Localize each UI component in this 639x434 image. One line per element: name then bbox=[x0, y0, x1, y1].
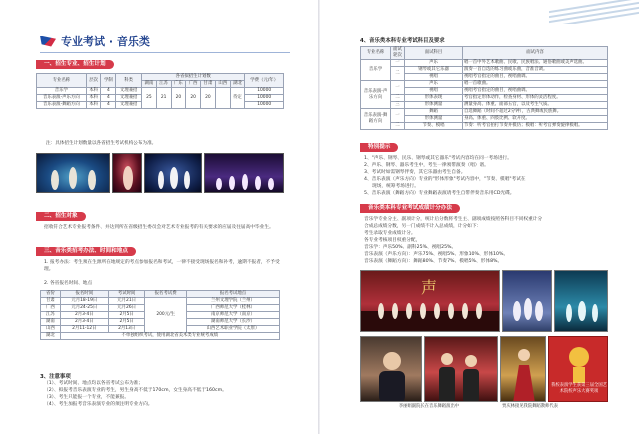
section-scoring-header: 音乐类本科专业考试成绩计分办法 bbox=[360, 204, 460, 213]
dance-photo bbox=[204, 153, 284, 193]
schedule-table bbox=[40, 290, 280, 340]
photo-caption: 贾庆林接见我院舞蹈教师代表 bbox=[502, 404, 558, 409]
schedule-cell: 广西 bbox=[41, 305, 61, 312]
schedule-cell: 2月3-4日 bbox=[60, 312, 108, 319]
table-row bbox=[41, 298, 280, 305]
subjects-cell: 测量身高、体重、面部五官，以及考生气质。 bbox=[463, 102, 608, 109]
plan-group-header: 各省拟招生计划数 bbox=[142, 74, 245, 81]
table-row bbox=[361, 109, 608, 116]
plan-cell: 音乐表演-舞蹈方向 bbox=[37, 102, 87, 109]
schedule-cell: 广西师范大学（桂林） bbox=[186, 305, 279, 312]
subjects-cell: 形体表现 bbox=[405, 95, 463, 102]
plan-cell: 10000 bbox=[245, 95, 284, 102]
plan-cell: 21 bbox=[156, 88, 171, 109]
subjects-title: 4、音乐类本科专业考试科目及要求 bbox=[360, 38, 445, 44]
people-icon bbox=[425, 337, 498, 402]
stage-photo bbox=[360, 270, 500, 332]
plan-cell: 4 bbox=[101, 88, 116, 95]
plan-cell: 本科 bbox=[86, 102, 101, 109]
subjects-cell: 钢琴或其它乐器 bbox=[405, 67, 463, 74]
person-icon bbox=[361, 337, 422, 402]
tip-item: 5、音乐表演（舞蹈方向）专业舞蹈表演请考生自带伴奏音乐用CD光碟。 bbox=[364, 191, 515, 196]
plan-cell: 文理兼招 bbox=[116, 102, 142, 109]
plan-cell: 音乐学 bbox=[37, 88, 87, 95]
table-row bbox=[41, 333, 280, 340]
table-row bbox=[361, 60, 608, 67]
subjects-cell: 视唱 bbox=[405, 74, 463, 81]
scoring-item: 音乐表演（声乐方向）：声乐75%、视唱5%、形象10%、形体10%。 bbox=[364, 252, 509, 257]
corner-decoration bbox=[549, 0, 639, 24]
plan-cell: 20 bbox=[201, 88, 216, 109]
plan-cell: 4 bbox=[101, 102, 116, 109]
table-row bbox=[361, 95, 608, 102]
plan-table bbox=[36, 73, 284, 109]
schedule-cell: 湖南师范大学（长沙） bbox=[186, 319, 279, 326]
plan-header-cell: 层次 bbox=[86, 74, 101, 88]
subjects-header-cell: 面试内容 bbox=[463, 47, 608, 60]
subjects-cell: 二 bbox=[391, 123, 405, 130]
schedule-header-cell: 报名考试地点 bbox=[186, 291, 279, 298]
section-target-header: 二、招生对象 bbox=[36, 212, 86, 221]
notice-title: 3、注意事项 bbox=[40, 374, 71, 380]
schedule-cell: 山西 bbox=[41, 326, 61, 333]
performers-icon bbox=[361, 271, 500, 332]
scoring-item: 音乐表演（舞蹈方向）：舞蹈80%、节奏7%、模唱5%、形体8%。 bbox=[364, 259, 503, 264]
notice-item: （1）、考试时间、地点均以各省考试公布为准； bbox=[44, 381, 144, 386]
subjects-cell: 考官指定形体动作，检查身材、形体的灵活程度。 bbox=[463, 95, 608, 102]
subjects-cell: 视唱考官指定的曲目，视唱曲调。 bbox=[463, 74, 608, 81]
plan-cell: 20 bbox=[186, 88, 201, 109]
plan-cell: 20 bbox=[171, 88, 186, 109]
photo-caption: 李丽娟副院长在音乐舞蹈演出中 bbox=[398, 404, 460, 409]
subjects-cell: 一 bbox=[391, 81, 405, 95]
subjects-cell: 音乐学 bbox=[361, 60, 391, 81]
award-photo bbox=[548, 336, 608, 402]
plan-cell: 音乐表演-声乐方向 bbox=[37, 95, 87, 102]
plan-province: 广西 bbox=[186, 81, 201, 88]
subjects-cell: 形体测量 bbox=[405, 102, 463, 109]
schedule-cell: 元月26日 bbox=[108, 305, 144, 312]
schedule-cell: 2月5日 bbox=[108, 312, 144, 319]
subjects-cell: 节奏、模唱 bbox=[405, 123, 463, 130]
portrait-photo bbox=[360, 336, 422, 402]
schedule-cell: 不单独组织考试，使用湖北省美术类专业统考成绩 bbox=[60, 333, 279, 340]
dancers-icon bbox=[503, 271, 552, 332]
table-row bbox=[361, 123, 608, 130]
scoring-item: 合成总成绩分数，另一门成绩不计入总成绩，计分如下： bbox=[364, 224, 482, 229]
subjects-table bbox=[360, 46, 608, 130]
table-row bbox=[37, 88, 284, 95]
dancer-icon bbox=[113, 154, 142, 193]
plan-header-cell: 专业名称 bbox=[37, 74, 87, 88]
table-row bbox=[361, 81, 608, 88]
table-row bbox=[361, 67, 608, 74]
plan-note: 注：具体招生计划数量以各省招生考试机构公布为准。 bbox=[46, 141, 157, 146]
left-page bbox=[0, 0, 319, 434]
plan-cell: 25 bbox=[142, 88, 157, 109]
scoring-item: 音乐学专业分主、副项计分，统计后分数将考生主、副项成绩按照各科目不同权重计分 bbox=[364, 217, 543, 222]
subjects-cell: 节奏：听考官拍打节奏并模仿；模唱：听考官弹奏旋律模唱。 bbox=[463, 123, 608, 130]
dancers-icon bbox=[205, 154, 284, 193]
subjects-cell: 一 bbox=[391, 109, 405, 123]
plan-cell: 4 bbox=[101, 95, 116, 102]
dance-photo bbox=[112, 153, 142, 193]
schedule-cell: 200元/生 bbox=[145, 298, 187, 333]
schedule-cell: 2月11-12日 bbox=[60, 326, 108, 333]
schedule-cell: 元月21日 bbox=[108, 298, 144, 305]
subjects-cell: 视唱 bbox=[405, 88, 463, 95]
target-text: 招收符合艺术专业报考条件、并达到所在省级招生委员会对艺术专业报考的有关要求的应届及往届高中毕业生。 bbox=[44, 225, 274, 230]
plan-header-cell: 学费（元/年） bbox=[245, 74, 284, 88]
section-plan-header: 一、招生专业、招生计划 bbox=[36, 60, 114, 69]
subjects-cell: 声乐 bbox=[405, 81, 463, 88]
tip-item: 3、考试时如需钢琴伴奏，其它乐器由考生自备。 bbox=[364, 170, 466, 175]
title-flag-icon bbox=[40, 36, 56, 47]
dancers-icon bbox=[555, 271, 608, 332]
schedule-header-cell: 报名时间 bbox=[60, 291, 108, 298]
subjects-cell: 三 bbox=[391, 102, 405, 109]
tip-item: 现场，统筹考场进行。 bbox=[372, 184, 419, 189]
section-tips-header: 特别提示 bbox=[360, 143, 398, 152]
notice-item: （2）、拟报考音乐表演专业的考生，男生身高不低于170cm，女生身高不低于160cm。 bbox=[44, 388, 227, 393]
schedule-cell: 元月18-19日 bbox=[60, 298, 108, 305]
subjects-header-cell: 专业名称 bbox=[361, 47, 391, 60]
performer-photo bbox=[500, 336, 546, 402]
plan-province: 甘肃 bbox=[201, 81, 216, 88]
subjects-cell: 声乐 bbox=[405, 60, 463, 67]
schedule-cell: 2月13日 bbox=[108, 326, 144, 333]
svg-text:声: 声 bbox=[421, 278, 438, 297]
award-caption: 我校表演学生获第三届全国艺术院校声乐大赛奖项 bbox=[551, 383, 607, 394]
subjects-header-cell: 面试轮次 bbox=[391, 47, 405, 60]
schedule-header-cell: 报名考试费 bbox=[145, 291, 187, 298]
subjects-cell: 二 bbox=[391, 95, 405, 102]
schedule-cell: 山西艺术职业学院（太原） bbox=[186, 326, 279, 333]
schedule-cell: 甘肃 bbox=[41, 298, 61, 305]
page-title bbox=[40, 33, 150, 49]
scoring-item: 考生录取专业成绩计分。 bbox=[364, 231, 416, 236]
scoring-item: 音乐学：声乐50%、副科25%、视唱25%。 bbox=[364, 245, 457, 250]
subjects-cell: 二 bbox=[391, 67, 405, 81]
notice-item: （4）、考生加报考音乐表演专业的须注明专业方向。 bbox=[44, 402, 153, 407]
page-title-text: 专业考试 · 音乐类 bbox=[61, 35, 150, 48]
scoring-item: 各专业考核项目权重分配， bbox=[364, 238, 421, 243]
plan-province: 山西 bbox=[215, 81, 230, 88]
subjects-cell: 唱一首中外艺术歌曲、民歌、民族唱法、通俗歌曲或美声选曲。 bbox=[463, 60, 608, 67]
schedule-cell: 兰州文理学院（兰州） bbox=[186, 298, 279, 305]
plan-cell: 待定 bbox=[230, 88, 245, 109]
subjects-cell: 形体测量 bbox=[405, 116, 463, 123]
schedule-cell: 江苏 bbox=[41, 312, 61, 319]
schedule-cell: 2月3-4日 bbox=[60, 319, 108, 326]
notice-item: （3）、考生只能报一个专业，不能兼报。 bbox=[44, 395, 130, 400]
exam-item: 1. 报考办法：考生须在生源所在地规定的考点参加报名和考试，一律不接受现场报名和补考，逾期不报者，不予受理。 bbox=[44, 260, 280, 272]
dance-photo bbox=[144, 153, 202, 193]
schedule-header-cell: 省份 bbox=[41, 291, 61, 298]
schedule-cell: 湖南 bbox=[41, 319, 61, 326]
plan-province: 江苏 bbox=[156, 81, 171, 88]
meeting-photo bbox=[424, 336, 498, 402]
plan-cell: 本科 bbox=[86, 88, 101, 95]
schedule-header-cell: 考试时间 bbox=[108, 291, 144, 298]
subjects-cell: 音乐表演-舞蹈方向 bbox=[361, 109, 391, 130]
plan-header-cell: 科类 bbox=[116, 74, 142, 88]
schedule-cell: 南京师范大学（南京） bbox=[186, 312, 279, 319]
stage-photo bbox=[502, 270, 552, 332]
subjects-cell: 一 bbox=[391, 60, 405, 67]
subjects-cell: 音乐表演-声乐方向 bbox=[361, 81, 391, 109]
subjects-cell: 演奏一首自选的练习曲或乐曲，音准音调。 bbox=[463, 67, 608, 74]
subjects-cell: 身高、体重、四肢比例、软开度。 bbox=[463, 116, 608, 123]
section-exam-header: 三、音乐类招考办法、时间和地点 bbox=[36, 247, 136, 256]
subjects-cell: 唱一首歌曲。 bbox=[463, 81, 608, 88]
table-row bbox=[361, 102, 608, 109]
plan-cell: 10000 bbox=[245, 88, 284, 95]
plan-cell bbox=[215, 88, 230, 109]
plan-province: 湖南 bbox=[142, 81, 157, 88]
right-page bbox=[320, 0, 639, 434]
plan-header-cell: 学制 bbox=[101, 74, 116, 88]
schedule-cell: 2月5日 bbox=[108, 319, 144, 326]
subjects-header-cell: 面试科目 bbox=[405, 47, 463, 60]
subjects-cell: 视唱考官指定的曲目，视唱曲调。 bbox=[463, 88, 608, 95]
tip-item: 2、声乐、钢琴、器乐考生中，考生一律须带演奏（唱）谱。 bbox=[364, 163, 489, 168]
dancers-icon bbox=[145, 154, 202, 193]
tip-item: 4、音乐表演（声乐方向）专业的"形体形象"考试内容中，"节奏、模唱"考试在 bbox=[364, 177, 526, 182]
dance-photo bbox=[36, 153, 110, 193]
plan-cell: 文理兼招 bbox=[116, 95, 142, 102]
stage-photo bbox=[554, 270, 608, 332]
tip-item: 1、"声乐、钢琴、民乐、钢琴或其它器乐"考试内容均在同一考场进行。 bbox=[364, 156, 512, 161]
plan-province: 广东 bbox=[171, 81, 186, 88]
schedule-cell: 湖北 bbox=[41, 333, 61, 340]
plan-cell: 本科 bbox=[86, 95, 101, 102]
title-divider bbox=[40, 52, 290, 53]
plan-cell: 文理兼招 bbox=[116, 88, 142, 95]
plan-cell: 10000 bbox=[245, 102, 284, 109]
schedule-cell: 元月24-25日 bbox=[60, 305, 108, 312]
subjects-cell: 舞蹈 bbox=[405, 109, 463, 116]
exam-item: 2. 各省报名时间、地点 bbox=[44, 281, 93, 286]
dancers-icon bbox=[37, 154, 110, 193]
plan-province: 湖北 bbox=[230, 81, 245, 88]
singer-icon bbox=[501, 337, 546, 402]
subjects-cell: 自选舞蹈（时间不超过2分钟），古典舞或民族舞。 bbox=[463, 109, 608, 116]
